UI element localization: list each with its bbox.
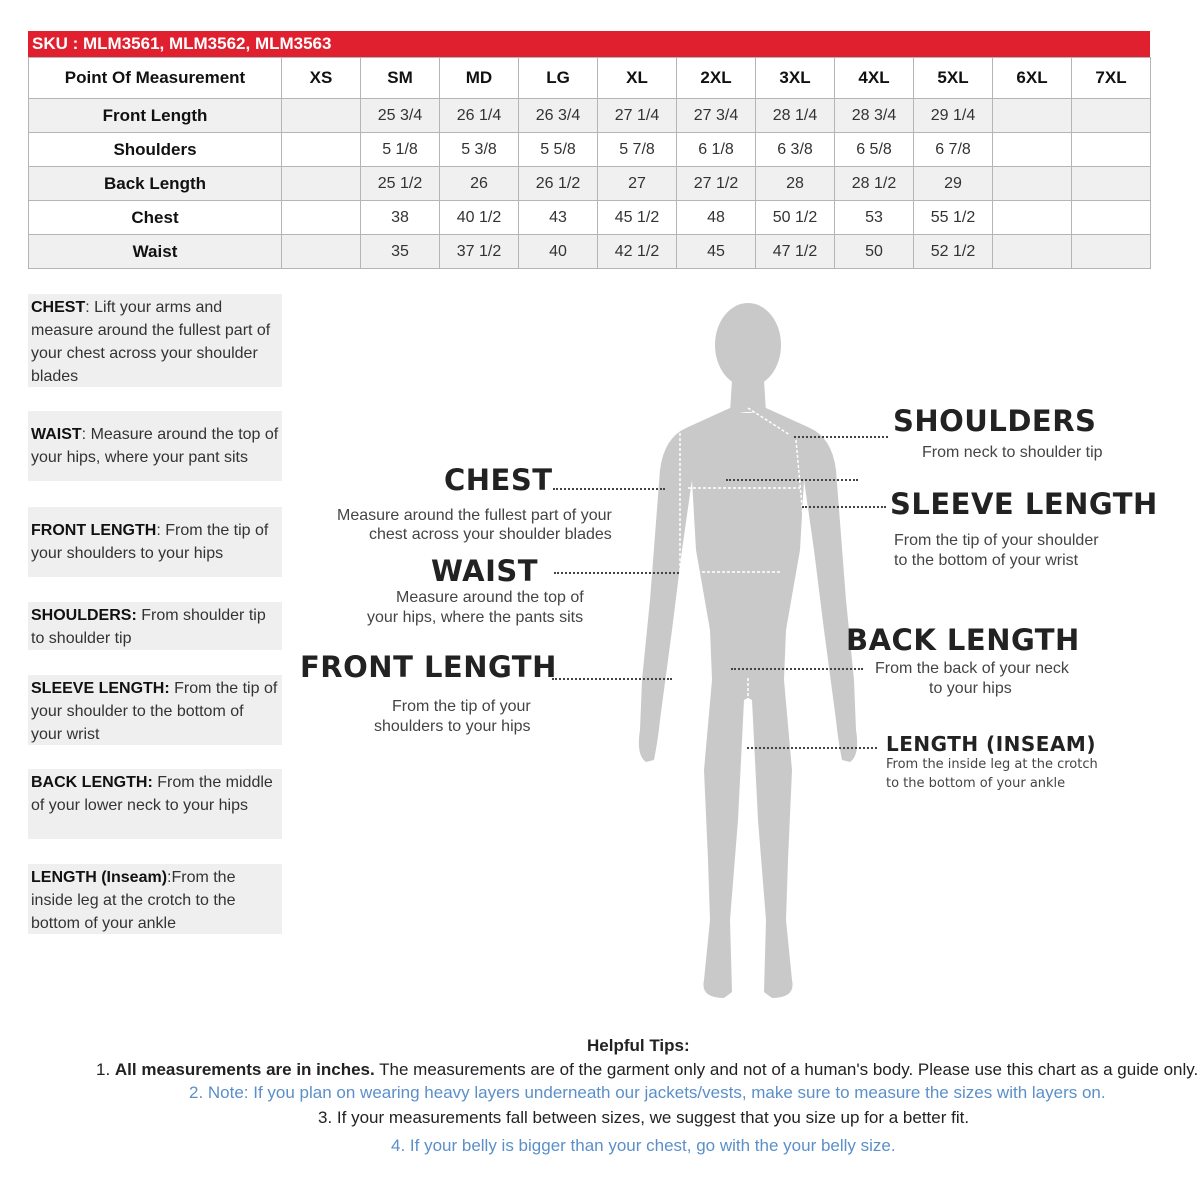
- table-cell: 25 1/2: [361, 167, 440, 201]
- info-text: : From the tip of your shoulders to your hips: [31, 522, 269, 562]
- inseam-leader: [747, 747, 877, 749]
- table-cell: [1072, 99, 1151, 133]
- info-box-shoulders: [28, 602, 282, 650]
- info-text: : Lift your arms and measure around the fullest part of your chest across your shoulder blades: [31, 299, 271, 385]
- waist-label: WAIST: [431, 554, 539, 588]
- sku-bar: SKU : MLM3561, MLM3562, MLM3563: [28, 31, 1150, 57]
- table-cell: [1072, 133, 1151, 167]
- table-cell: [282, 235, 361, 269]
- table-cell: 5 7/8: [598, 133, 677, 167]
- tip-1: [96, 1060, 1198, 1080]
- table-cell: [993, 235, 1072, 269]
- table-cell: 55 1/2: [914, 201, 993, 235]
- column-header: XL: [598, 58, 677, 99]
- info-box-waist: [28, 411, 282, 481]
- column-header: XS: [282, 58, 361, 99]
- info-text: From shoulder tip to shoulder tip: [31, 607, 266, 647]
- table-cell: 27 1/2: [677, 167, 756, 201]
- column-header: MD: [440, 58, 519, 99]
- table-cell: 5 5/8: [519, 133, 598, 167]
- info-text: From the middle of your lower neck to your hips: [31, 774, 273, 814]
- tip-4: 4. If your belly is bigger than your chest, go with the your belly size.: [391, 1136, 896, 1155]
- size-chart-table: [28, 57, 1151, 269]
- table-cell: [993, 133, 1072, 167]
- table-row: [29, 167, 1151, 201]
- table-cell: [1072, 235, 1151, 269]
- sleeve-length-leader: [802, 506, 886, 508]
- info-box-sleeve-length: [28, 675, 282, 745]
- info-term: WAIST: [31, 426, 82, 443]
- info-box-inseam: [28, 864, 282, 934]
- column-header: SM: [361, 58, 440, 99]
- column-header: LG: [519, 58, 598, 99]
- front-length-leader: [552, 678, 672, 680]
- tip-1-prefix: 1.: [96, 1060, 115, 1079]
- table-cell: 45 1/2: [598, 201, 677, 235]
- table-row: [29, 201, 1151, 235]
- table-cell: [282, 167, 361, 201]
- table-cell: 28: [756, 167, 835, 201]
- table-cell: 28 3/4: [835, 99, 914, 133]
- info-box-front-length: [28, 507, 282, 577]
- table-cell: 6 7/8: [914, 133, 993, 167]
- info-text: :From the inside leg at the crotch to the bottom of your ankle: [31, 869, 236, 932]
- info-term: BACK LENGTH:: [31, 774, 153, 791]
- back-length-desc-line1: From the back of your neck: [875, 660, 1069, 677]
- table-cell: [1072, 201, 1151, 235]
- column-header: 7XL: [1072, 58, 1151, 99]
- table-cell: 29: [914, 167, 993, 201]
- sleeve-length-label: SLEEVE LENGTH: [890, 487, 1158, 521]
- info-text: : Measure around the top of your hips, where your pant sits: [31, 426, 279, 466]
- table-cell: [993, 167, 1072, 201]
- front-length-desc-line2: shoulders to your hips: [374, 718, 531, 735]
- table-cell: 27: [598, 167, 677, 201]
- table-cell: 28 1/2: [835, 167, 914, 201]
- table-cell: 26 1/2: [519, 167, 598, 201]
- waist-leader: [554, 572, 679, 574]
- sleeve-length-desc-line1: From the tip of your shoulder: [894, 532, 1099, 549]
- table-cell: 52 1/2: [914, 235, 993, 269]
- row-label: Front Length: [29, 99, 282, 133]
- shoulders-desc: From neck to shoulder tip: [922, 444, 1103, 461]
- table-cell: 38: [361, 201, 440, 235]
- info-term: SLEEVE LENGTH:: [31, 680, 170, 697]
- table-cell: 42 1/2: [598, 235, 677, 269]
- inseam-label: LENGTH (INSEAM): [886, 732, 1096, 756]
- info-term: CHEST: [31, 299, 86, 316]
- table-row: [29, 99, 1151, 133]
- row-label: Waist: [29, 235, 282, 269]
- table-cell: 47 1/2: [756, 235, 835, 269]
- table-cell: 53: [835, 201, 914, 235]
- table-cell: [993, 201, 1072, 235]
- chest-right-leader: [726, 479, 858, 481]
- table-cell: 6 1/8: [677, 133, 756, 167]
- waist-desc-line1: Measure around the top of: [396, 589, 584, 606]
- table-cell: 50: [835, 235, 914, 269]
- tip-2: 2. Note: If you plan on wearing heavy layers underneath our jackets/vests, make sure to measure the sizes with layers on.: [189, 1083, 1106, 1102]
- info-box-back-length: [28, 769, 282, 839]
- table-cell: 50 1/2: [756, 201, 835, 235]
- back-length-label: BACK LENGTH: [846, 623, 1080, 657]
- sleeve-length-desc-line2: to the bottom of your wrist: [894, 552, 1079, 569]
- table-cell: [993, 99, 1072, 133]
- column-header: Point Of Measurement: [29, 58, 282, 99]
- table-cell: [1072, 167, 1151, 201]
- table-row: [29, 235, 1151, 269]
- info-term: LENGTH (Inseam): [31, 869, 168, 886]
- row-label: Shoulders: [29, 133, 282, 167]
- chest-label: CHEST: [444, 463, 553, 497]
- inseam-desc-line1: From the inside leg at the crotch: [886, 757, 1098, 772]
- front-length-label: FRONT LENGTH: [300, 650, 557, 684]
- table-cell: 43: [519, 201, 598, 235]
- table-cell: 27 1/4: [598, 99, 677, 133]
- table-cell: [282, 99, 361, 133]
- table-cell: 40: [519, 235, 598, 269]
- table-cell: 26 3/4: [519, 99, 598, 133]
- chest-desc-line2: chest across your shoulder blades: [369, 526, 612, 543]
- table-header-row: [29, 58, 1151, 99]
- column-header: 6XL: [993, 58, 1072, 99]
- table-cell: 29 1/4: [914, 99, 993, 133]
- waist-desc-line2: your hips, where the pants sits: [367, 609, 584, 626]
- table-cell: [282, 201, 361, 235]
- table-cell: 26 1/4: [440, 99, 519, 133]
- back-length-desc-line2: to your hips: [929, 680, 1012, 697]
- front-length-desc-line1: From the tip of your: [392, 698, 531, 715]
- table-cell: 5 1/8: [361, 133, 440, 167]
- table-cell: 48: [677, 201, 756, 235]
- column-header: 4XL: [835, 58, 914, 99]
- table-cell: 6 3/8: [756, 133, 835, 167]
- column-header: 5XL: [914, 58, 993, 99]
- column-header: 3XL: [756, 58, 835, 99]
- table-cell: 35: [361, 235, 440, 269]
- table-row: [29, 133, 1151, 167]
- shoulders-leader: [794, 436, 888, 438]
- tips-heading: Helpful Tips:: [587, 1036, 690, 1055]
- tip-3: 3. If your measurements fall between sizes, we suggest that you size up for a better fit.: [318, 1108, 970, 1127]
- row-label: Back Length: [29, 167, 282, 201]
- info-box-chest: [28, 294, 282, 387]
- info-term: FRONT LENGTH: [31, 522, 157, 539]
- table-cell: 5 3/8: [440, 133, 519, 167]
- tip-1-rest: The measurements are of the garment only and not of a human's body. Please use this chart as a guide only.: [374, 1060, 1199, 1079]
- table-cell: 28 1/4: [756, 99, 835, 133]
- table-cell: 6 5/8: [835, 133, 914, 167]
- table-cell: 26: [440, 167, 519, 201]
- row-label: Chest: [29, 201, 282, 235]
- table-cell: 25 3/4: [361, 99, 440, 133]
- chest-leader: [553, 488, 665, 490]
- table-cell: 40 1/2: [440, 201, 519, 235]
- back-length-leader: [731, 668, 863, 670]
- chest-desc-line1: Measure around the fullest part of your: [337, 507, 612, 524]
- table-cell: 27 3/4: [677, 99, 756, 133]
- column-header: 2XL: [677, 58, 756, 99]
- shoulders-label: SHOULDERS: [893, 404, 1097, 438]
- table-cell: [282, 133, 361, 167]
- inseam-desc-line2: to the bottom of your ankle: [886, 776, 1066, 791]
- info-text: From the tip of your shoulder to the bottom of your wrist: [31, 680, 278, 743]
- table-cell: 37 1/2: [440, 235, 519, 269]
- tip-1-bold: All measurements are in inches.: [114, 1060, 375, 1079]
- table-cell: 45: [677, 235, 756, 269]
- info-term: SHOULDERS:: [31, 607, 137, 624]
